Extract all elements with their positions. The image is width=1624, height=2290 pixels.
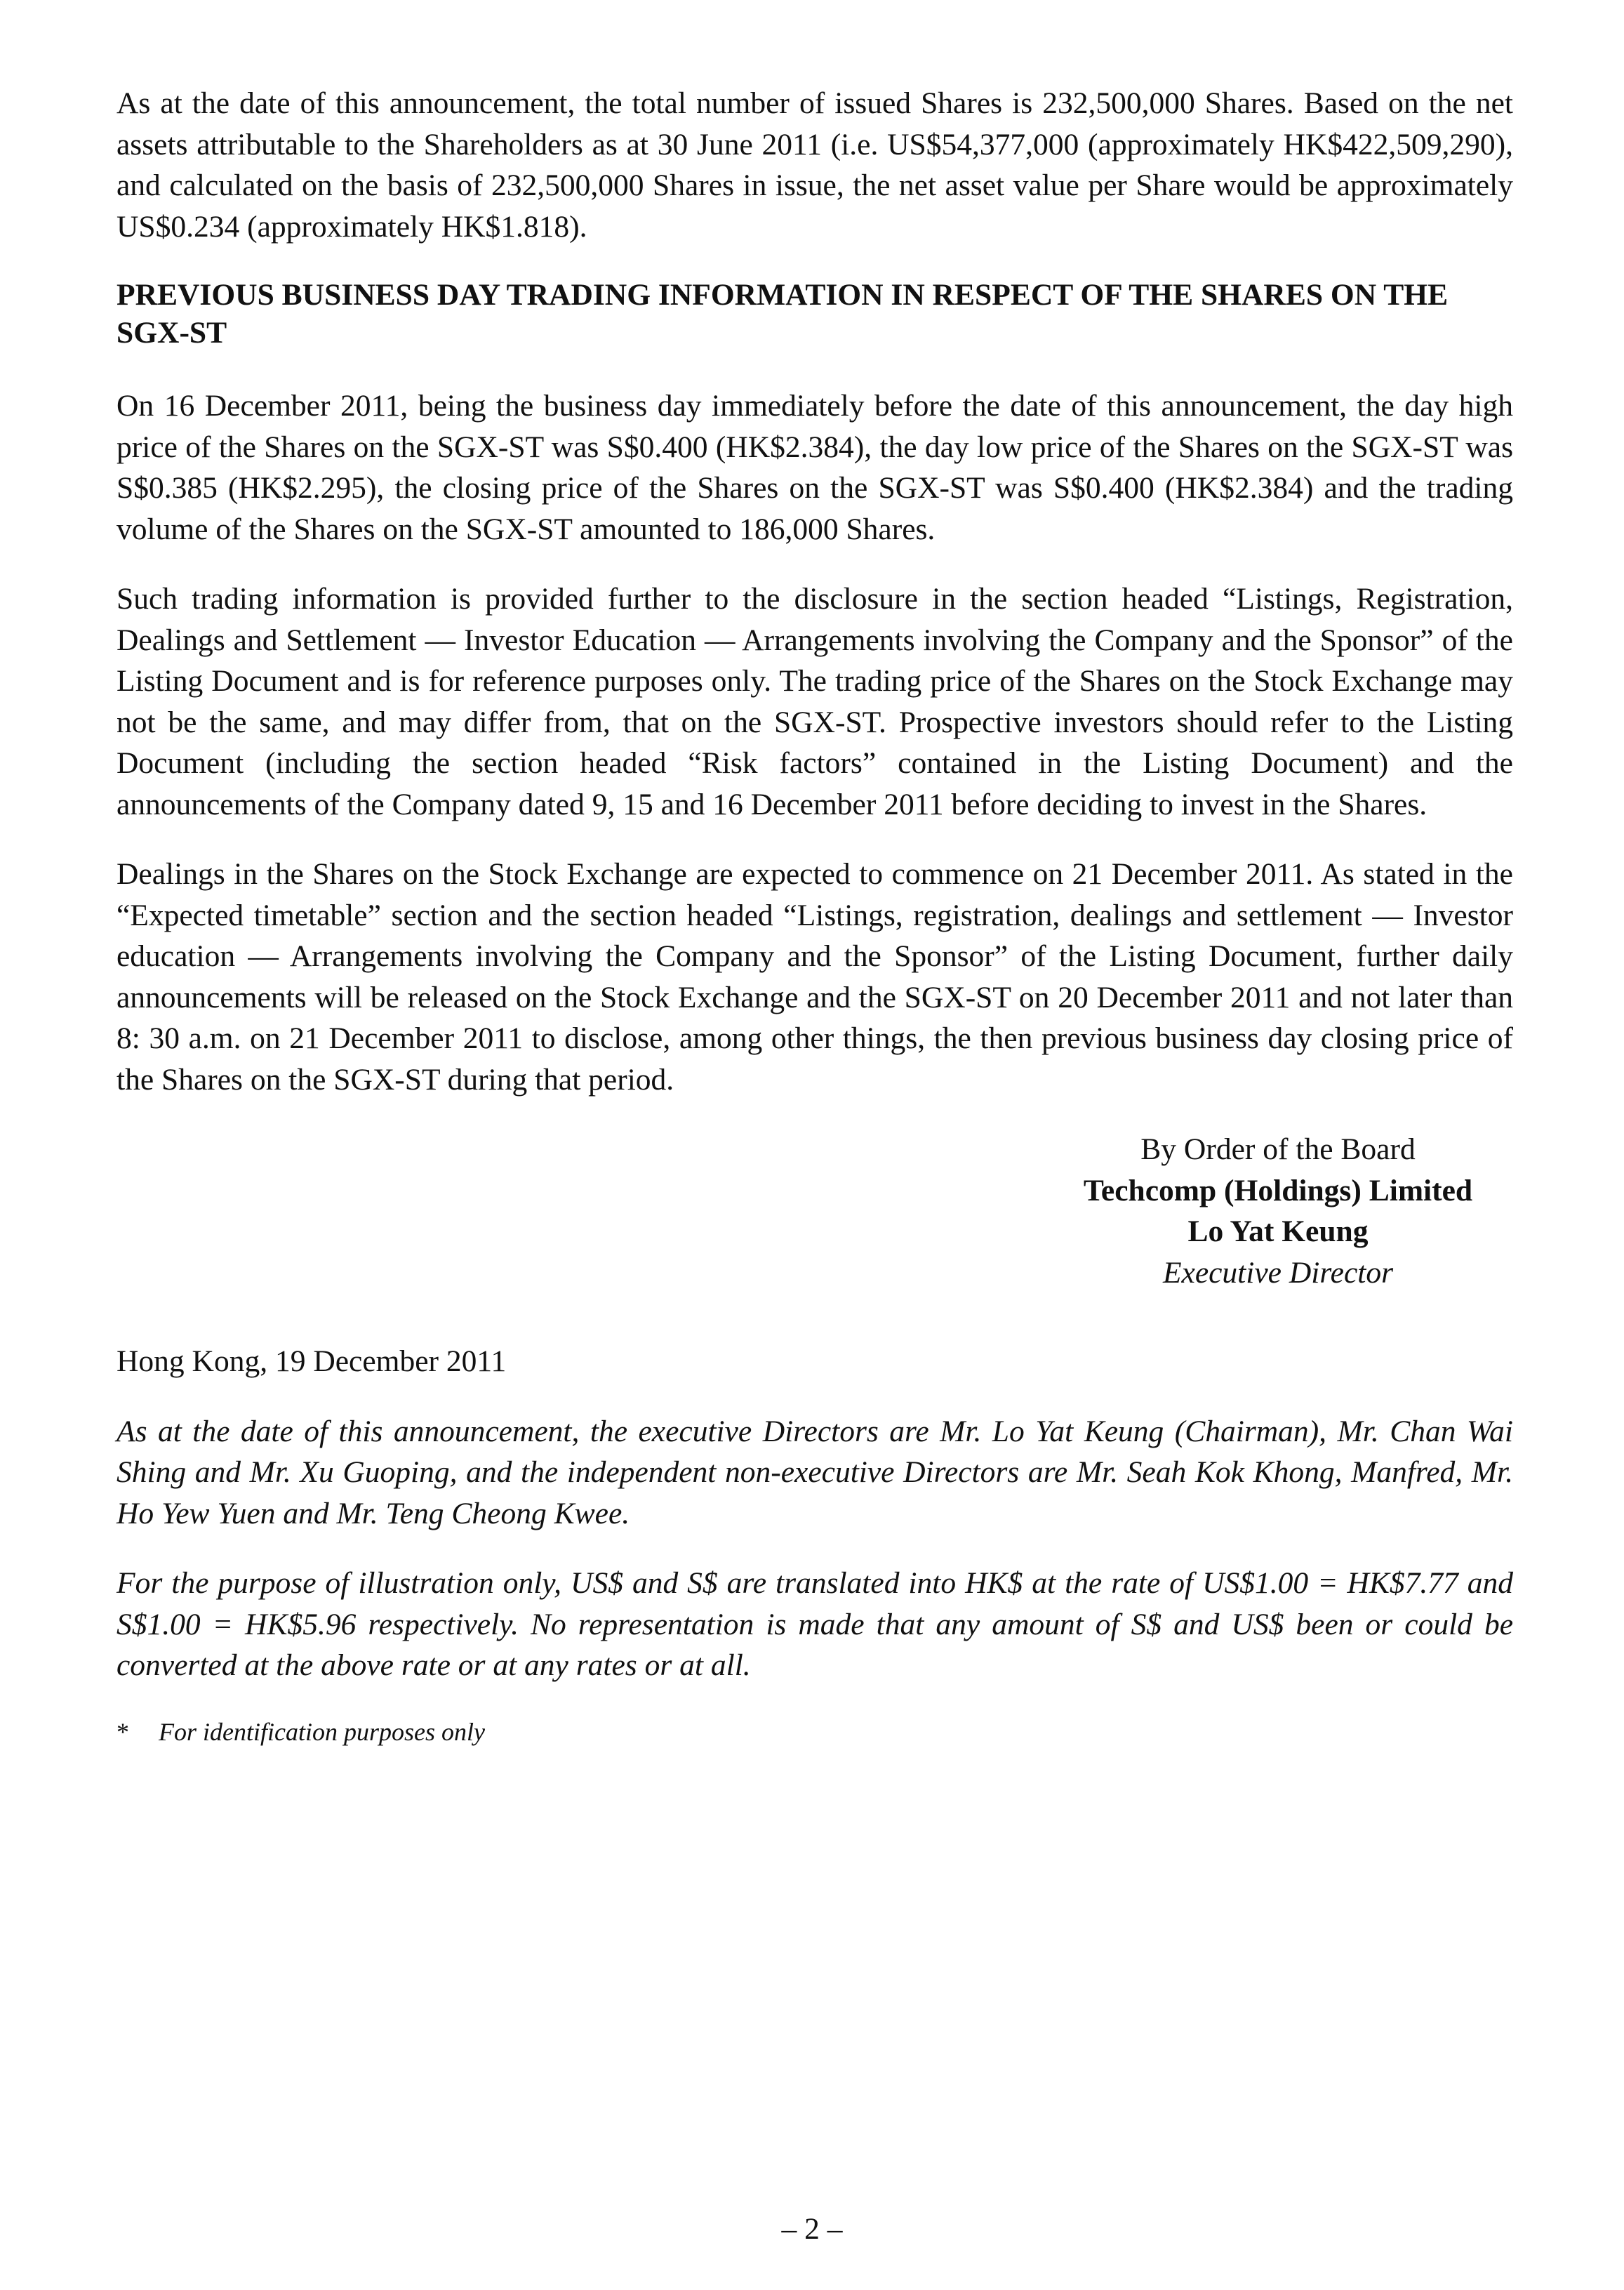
footnote-marker: *	[117, 1717, 129, 1746]
signature-company: Techcomp (Holdings) Limited	[1083, 1173, 1473, 1207]
place-date: Hong Kong, 19 December 2011	[117, 1344, 507, 1378]
signature-order-line: By Order of the Board	[1140, 1132, 1416, 1166]
signature-name: Lo Yat Keung	[1187, 1215, 1369, 1248]
paragraph-dealings: Dealings in the Shares on the Stock Exchange are expected to commence on 21 December 2011. As stated in the “Expected timetable” section and the section headed “Listings, registration, dealings and settlement — Investor education — Arrangements involving the Company and the Sponsor” of the Listing Document, further daily announcements will be released on the Stock Exchange and the SGX-ST on 20 December 2011 and not later than 8: 30 a.m. on 21 December 2011 to disclose, among other things, the then previous business day closing price of the Shares on the SGX-ST during that period.	[117, 857, 1513, 1097]
footnote-text: For identification purposes only	[159, 1717, 485, 1746]
signature-block	[1043, 1129, 1513, 1293]
directors-note: As at the date of this announcement, the executive Directors are Mr. Lo Yat Keung (Chairman), Mr. Chan Wai Shing and Mr. Xu Guoping, and the independent non-executive Directors are Mr. Seah Kok Khong, Manfred, Mr. Ho Yew Yuen and Mr. Teng Cheong Kwee.	[117, 1414, 1513, 1530]
footnote	[117, 1715, 1513, 1749]
paragraph-trading-info: On 16 December 2011, being the business day immediately before the date of this announcement, the day high price of the Shares on the SGX-ST was S$0.400 (HK$2.384), the day low price of the Shares on the SGX-ST was S$0.385 (HK$2.295), the closing price of the Shares on the SGX-ST was S$0.400 (HK$2.384) and the trading volume of the Shares on the SGX-ST amounted to 186,000 Shares.	[117, 389, 1513, 546]
document-page	[117, 83, 1513, 1749]
page-number: – 2 –	[781, 2212, 843, 2246]
currency-note: For the purpose of illustration only, US$ and S$ are translated into HK$ at the rate of US$1.00 = HK$7.77 and S$1.00 = HK$5.96 respectively. No representation is made that any amount of S$ and US$ been or could be converted at the above rate or at any rates or at all.	[117, 1566, 1513, 1682]
section-heading: PREVIOUS BUSINESS DAY TRADING INFORMATION IN RESPECT OF THE SHARES ON THE SGX-ST	[117, 278, 1449, 350]
paragraph-disclosure: Such trading information is provided further to the disclosure in the section headed “Listings, Registration, Dealings and Settlement — Investor Education — Arrangements involving the Company and the Sponsor” of the Listing Document and is for reference purposes only. The trading price of the Shares on the Stock Exchange may not be the same, and may differ from, that on the SGX-ST. Prospective investors should refer to the Listing Document (including the section headed “Risk factors” contained in the Listing Document) and the announcements of the Company dated 9, 15 and 16 December 2011 before deciding to invest in the Shares.	[117, 582, 1513, 821]
signature-title: Executive Director	[1162, 1255, 1394, 1290]
paragraph-net-asset-value: As at the date of this announcement, the total number of issued Shares is 232,500,000 Shares. Based on the net assets attributable to the Shareholders as at 30 June 2011 (i.e. US$54,377,000 (approximately HK$422,509,290), and calculated on the basis of 232,500,000 Shares in issue, the net asset value per Share would be approximately US$0.234 (approximately HK$1.818).	[117, 86, 1513, 244]
